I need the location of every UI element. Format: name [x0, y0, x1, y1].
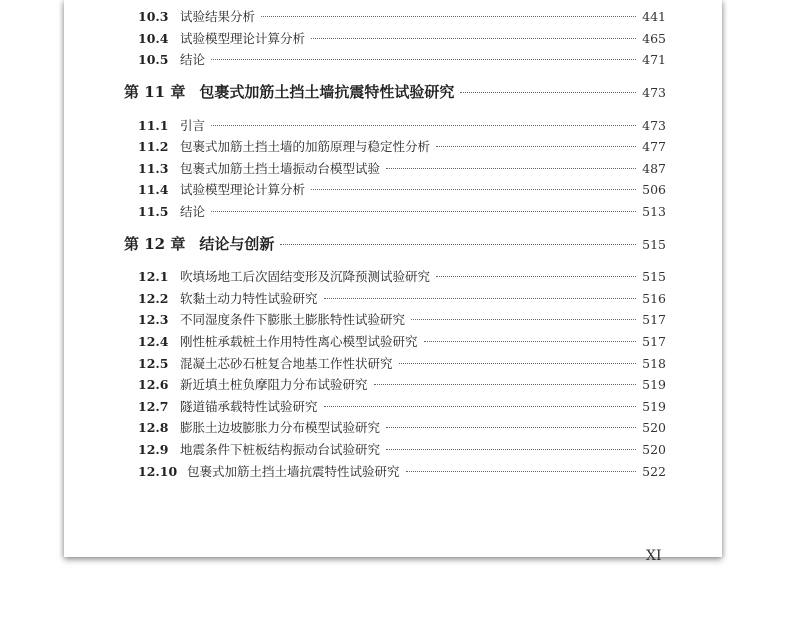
section-title: 包裹式加筋土挡土墙抗震特性试验研究 [187, 464, 400, 479]
section-title: 试验模型理论计算分析 [180, 31, 306, 46]
page-number: 473 [642, 85, 666, 100]
section-number: 11.1 [138, 118, 169, 133]
toc-chapter-entry[interactable] [124, 81, 666, 102]
toc-entry[interactable] [138, 332, 666, 350]
page-number: 517 [642, 312, 666, 327]
section-title: 试验模型理论计算分析 [180, 182, 306, 197]
section-number: 12.3 [138, 312, 169, 327]
page-number: 513 [642, 204, 666, 219]
toc-entry[interactable] [138, 375, 666, 393]
section-number: 11.4 [138, 182, 169, 197]
page-number: 517 [642, 334, 666, 349]
section-title: 结论 [180, 204, 206, 219]
page-number: 518 [642, 356, 666, 371]
section-title: 试验结果分析 [180, 9, 256, 24]
section-number: 12.5 [138, 356, 169, 371]
section-number: 12.7 [138, 399, 169, 414]
dot-leader [386, 168, 636, 169]
section-number: 11.5 [138, 204, 169, 219]
section-title: 引言 [180, 118, 206, 133]
dot-leader [211, 125, 636, 126]
section-number: 11.2 [138, 139, 169, 154]
toc-entry[interactable] [138, 289, 666, 307]
toc-entry[interactable] [138, 267, 666, 285]
toc-entry[interactable] [138, 397, 666, 415]
page-number: 506 [642, 182, 666, 197]
toc-entry[interactable] [138, 50, 666, 68]
dot-leader [436, 146, 636, 147]
dot-leader [406, 471, 637, 472]
dot-leader [211, 211, 636, 212]
toc-entry[interactable] [138, 202, 666, 220]
dot-leader [211, 59, 636, 60]
dot-leader [436, 276, 636, 277]
section-title: 包裹式加筋土挡土墙振动台模型试验 [180, 161, 381, 176]
page-number: 522 [642, 464, 666, 479]
page-number: 471 [642, 52, 666, 67]
toc-entry[interactable] [138, 462, 666, 480]
toc-entry[interactable] [138, 180, 666, 198]
page-number: 520 [642, 442, 666, 457]
toc-entry[interactable] [138, 116, 666, 134]
section-number: 11.3 [138, 161, 169, 176]
chapter-number: 第 11 章 [124, 83, 186, 101]
page-number: 519 [642, 399, 666, 414]
page-number: 473 [642, 118, 666, 133]
section-title: 地震条件下桩板结构振动台试验研究 [180, 442, 381, 457]
page-number: 516 [642, 291, 666, 306]
section-title: 不同湿度条件下膨胀土膨胀特性试验研究 [180, 312, 406, 327]
page-number: 519 [642, 377, 666, 392]
section-title: 新近填土桩负摩阻力分布试验研究 [180, 377, 368, 392]
page-number: 487 [642, 161, 666, 176]
toc-entry[interactable] [138, 137, 666, 155]
dot-leader [386, 449, 636, 450]
section-title: 软黏土动力特性试验研究 [180, 291, 318, 306]
toc-entry[interactable] [138, 440, 666, 458]
dot-leader [386, 427, 636, 428]
dot-leader [399, 363, 637, 364]
section-title: 刚性桩承载桩土作用特性离心模型试验研究 [180, 334, 418, 349]
section-title: 膨胀土边坡膨胀力分布模型试验研究 [180, 420, 381, 435]
dot-leader [411, 319, 636, 320]
toc-entry[interactable] [138, 418, 666, 436]
page-number: 515 [642, 237, 666, 252]
toc-entry[interactable] [138, 7, 666, 25]
section-title: 包裹式加筋土挡土墙的加筋原理与稳定性分析 [180, 139, 431, 154]
toc-entry[interactable] [138, 29, 666, 47]
section-number: 12.8 [138, 420, 169, 435]
section-number: 12.4 [138, 334, 169, 349]
chapter-title: 结论与创新 [199, 235, 275, 253]
chapter-title: 包裹式加筋土挡土墙抗震特性试验研究 [199, 83, 455, 101]
page-number: 520 [642, 420, 666, 435]
toc-chapter-entry[interactable] [124, 233, 666, 254]
dot-leader [324, 406, 637, 407]
section-number: 12.1 [138, 269, 169, 284]
dot-leader [261, 16, 636, 17]
section-number: 10.3 [138, 9, 169, 24]
section-title: 吹填场地工后次固结变形及沉降预测试验研究 [180, 269, 431, 284]
document-page [64, 0, 722, 564]
page-number: 477 [642, 139, 666, 154]
section-number: 12.2 [138, 291, 169, 306]
dot-leader [311, 189, 636, 190]
page-number: 465 [642, 31, 666, 46]
dot-leader [324, 298, 637, 299]
section-number: 10.4 [138, 31, 169, 46]
dot-leader [460, 92, 636, 93]
section-number: 12.9 [138, 442, 169, 457]
section-number: 10.5 [138, 52, 169, 67]
section-number: 12.10 [138, 464, 178, 479]
section-title: 隧道锚承载特性试验研究 [180, 399, 318, 414]
dot-leader [424, 341, 637, 342]
toc-entry[interactable] [138, 310, 666, 328]
dot-leader [280, 244, 636, 245]
toc-entry[interactable] [138, 354, 666, 372]
dot-leader [374, 384, 637, 385]
page-number: 515 [642, 269, 666, 284]
section-title: 混凝土芯砂石桩复合地基工作性状研究 [180, 356, 393, 371]
section-title: 结论 [180, 52, 206, 67]
toc-entry[interactable] [138, 159, 666, 177]
section-number: 12.6 [138, 377, 169, 392]
page-number: 441 [642, 9, 666, 24]
chapter-number: 第 12 章 [124, 235, 186, 253]
dot-leader [311, 38, 636, 39]
page-folio: XI [646, 548, 662, 564]
